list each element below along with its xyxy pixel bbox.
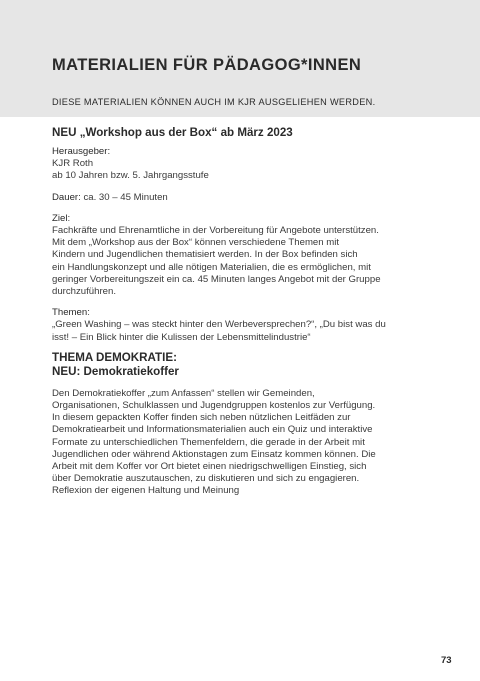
header-band <box>0 0 480 117</box>
goal-colon: : <box>67 212 71 224</box>
democracy-line: Demokratiearbeit und Informationsmaterialien auch ein Quiz und interaktive <box>52 424 373 436</box>
goal-label: Ziel <box>52 212 68 224</box>
democracy-line: In diesem gepackten Koffer finden sich neben nützlichen Leitfäden zur <box>52 412 351 424</box>
democracy-line: Reflexion der eigenen Haltung und Meinung <box>52 485 240 497</box>
topics-line: „Green Washing – was steckt hinter den Werbeversprechen?“, „Du bist was du <box>52 319 386 331</box>
goal-line: Fachkräfte und Ehrenamtliche in der Vorbereitung für Angebote unterstützen. <box>52 225 379 237</box>
publisher-line: ab 10 Jahren bzw. 5. Jahrgangsstufe <box>52 170 209 182</box>
goal-line: durchzuführen. <box>52 286 116 298</box>
duration-value: : ca. 30 – 45 Minuten <box>78 191 168 203</box>
main-content <box>52 126 432 498</box>
democracy-line: Arbeit mit dem Koffer vor Ort bietet einen niedrigschwelligen Einstieg, sich <box>52 461 367 473</box>
goal-label-line <box>52 213 432 225</box>
publisher-label: Herausgeber: <box>52 146 111 157</box>
goal-line: geringer Vorbereitungszeit ein ca. 45 Minuten langes Angebot mit der Gruppe <box>52 273 381 285</box>
page-number: 73 <box>441 655 452 666</box>
topics-label: Themen <box>52 307 88 319</box>
header-subtitle: DIESE MATERIALIEN KÖNNEN AUCH IM KJR AUSGELIEHEN WERDEN. <box>52 97 376 107</box>
topics-line: isst! – Ein Blick hinter die Kulissen der Lebensmittelindustrie“ <box>52 331 311 343</box>
democracy-heading: THEMA DEMOKRATIE: <box>52 350 177 364</box>
goal-line: Mit dem „Workshop aus der Box“ können verschiedene Themen mit <box>52 237 340 249</box>
topics-label-line <box>52 307 432 319</box>
workshop-heading: NEU „Workshop aus der Box“ ab März 2023 <box>52 126 293 139</box>
duration-label: Dauer <box>52 191 79 203</box>
page-title: MATERIALIEN FÜR PÄDAGOG*INNEN <box>52 56 362 74</box>
democracy-line: Jugendlichen oder während Aktionstagen zum Einsatz kommen können. Die <box>52 448 376 460</box>
democracy-line: Organisationen, Schulklassen und Jugendgruppen kostenlos zur Verfügung. <box>52 400 376 412</box>
topics-colon: : <box>87 307 90 319</box>
democracy-line: Formate zu unterschiedlichen Themenfeldern, die gerade in der Arbeit mit <box>52 436 365 448</box>
goal-line: Kindern und Jugendlichen thematisiert werden. In der Box befinden sich <box>52 249 358 261</box>
publisher-line: KJR Roth <box>52 158 94 170</box>
democracy-line: Den Demokratiekoffer „zum Anfassen“ stellen wir Gemeinden, <box>52 387 315 399</box>
democracy-subheading: NEU: Demokratiekoffer <box>52 364 179 378</box>
duration-line <box>52 192 432 204</box>
democracy-line: über Demokratie auszutauschen, zu diskutieren und sich zu engagieren. <box>52 473 360 485</box>
goal-line: ein Handlungskonzept und alle nötigen Materialien, die es ermöglichen, mit <box>52 261 371 273</box>
